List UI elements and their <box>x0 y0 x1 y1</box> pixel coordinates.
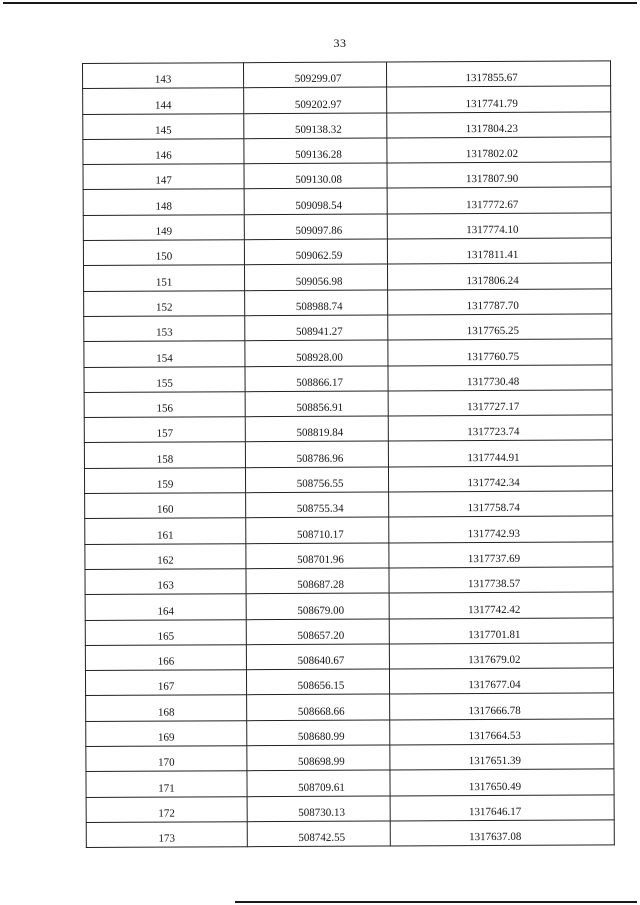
table-row <box>85 567 613 595</box>
scan-border-bottom <box>235 901 637 903</box>
point-number-cell: 171 <box>86 771 247 797</box>
y-coordinate-cell: 1317760.75 <box>388 339 612 365</box>
point-number-cell: 161 <box>85 518 246 544</box>
page-number: 33 <box>333 36 347 50</box>
x-coordinate-cell: 508710.17 <box>246 517 389 543</box>
point-number-cell: 158 <box>84 442 245 468</box>
table-row <box>86 719 614 747</box>
point-number-cell: 156 <box>84 392 245 418</box>
table-row <box>86 744 614 772</box>
point-number-cell: 163 <box>85 569 246 595</box>
point-number-cell: 146 <box>83 139 244 165</box>
table-row <box>84 440 612 468</box>
y-coordinate-cell: 1317744.91 <box>388 440 612 466</box>
x-coordinate-cell: 508928.00 <box>245 340 388 366</box>
point-number-cell: 170 <box>86 746 247 772</box>
x-coordinate-cell: 509097.86 <box>244 214 387 240</box>
x-coordinate-cell: 508656.15 <box>246 669 389 695</box>
point-number-cell: 145 <box>83 113 244 139</box>
y-coordinate-cell: 1317730.48 <box>388 364 612 390</box>
point-number-cell: 154 <box>84 341 245 367</box>
table-row <box>85 668 613 696</box>
y-coordinate-cell: 1317664.53 <box>390 719 614 745</box>
point-number-cell: 152 <box>84 290 245 316</box>
x-coordinate-cell: 508701.96 <box>246 543 389 569</box>
y-coordinate-cell: 1317738.57 <box>389 567 613 593</box>
point-number-cell: 165 <box>85 619 246 645</box>
coordinates-table <box>82 60 615 848</box>
x-coordinate-cell: 508680.99 <box>247 720 390 746</box>
y-coordinate-cell: 1317804.23 <box>387 112 611 138</box>
x-coordinate-cell: 508698.99 <box>247 745 390 771</box>
x-coordinate-cell: 509299.07 <box>244 62 387 88</box>
point-number-cell: 167 <box>85 670 246 696</box>
point-number-cell: 151 <box>83 265 244 291</box>
y-coordinate-cell: 1317666.78 <box>390 693 614 719</box>
x-coordinate-cell: 509136.28 <box>244 138 387 164</box>
table-row <box>84 289 612 317</box>
x-coordinate-cell: 508640.67 <box>246 644 389 670</box>
x-coordinate-cell: 509202.97 <box>244 87 387 113</box>
point-number-cell: 164 <box>85 594 246 620</box>
point-number-cell: 149 <box>83 214 244 240</box>
x-coordinate-cell: 508679.00 <box>246 593 389 619</box>
point-number-cell: 162 <box>85 543 246 569</box>
x-coordinate-cell: 508756.55 <box>245 467 388 493</box>
y-coordinate-cell: 1317741.79 <box>387 86 611 112</box>
x-coordinate-cell: 509098.54 <box>244 188 387 214</box>
y-coordinate-cell: 1317646.17 <box>390 795 614 821</box>
table-row <box>83 187 611 215</box>
table-row <box>85 542 613 570</box>
y-coordinate-cell: 1317723.74 <box>388 415 612 441</box>
table-row <box>84 364 612 392</box>
table-row <box>83 213 611 241</box>
y-coordinate-cell: 1317742.34 <box>388 466 612 492</box>
point-number-cell: 148 <box>83 189 244 215</box>
y-coordinate-cell: 1317765.25 <box>388 314 612 340</box>
point-number-cell: 172 <box>86 796 247 822</box>
y-coordinate-cell: 1317742.93 <box>389 516 613 542</box>
y-coordinate-cell: 1317679.02 <box>389 643 613 669</box>
y-coordinate-cell: 1317651.39 <box>390 744 614 770</box>
y-coordinate-cell: 1317811.41 <box>387 238 611 264</box>
table-row <box>84 466 612 494</box>
table-row <box>86 795 614 823</box>
point-number-cell: 157 <box>84 417 245 443</box>
table-row <box>84 390 612 418</box>
point-number-cell: 147 <box>83 164 244 190</box>
scan-border-top <box>3 2 637 4</box>
y-coordinate-cell: 1317727.17 <box>388 390 612 416</box>
point-number-cell: 143 <box>83 63 244 89</box>
x-coordinate-cell: 509138.32 <box>244 113 387 139</box>
x-coordinate-cell: 508657.20 <box>246 619 389 645</box>
y-coordinate-cell: 1317758.74 <box>389 491 613 517</box>
x-coordinate-cell: 508786.96 <box>245 441 388 467</box>
x-coordinate-cell: 508819.84 <box>245 416 388 442</box>
table-row <box>83 112 611 140</box>
x-coordinate-cell: 509062.59 <box>244 239 387 265</box>
x-coordinate-cell: 508856.91 <box>245 391 388 417</box>
x-coordinate-cell: 509130.08 <box>244 163 387 189</box>
point-number-cell: 173 <box>86 822 247 848</box>
x-coordinate-cell: 508709.61 <box>247 770 390 796</box>
table-row <box>84 314 612 342</box>
point-number-cell: 160 <box>85 493 246 519</box>
table-row <box>83 137 611 165</box>
y-coordinate-cell: 1317774.10 <box>387 213 611 239</box>
y-coordinate-cell: 1317787.70 <box>388 289 612 315</box>
point-number-cell: 155 <box>84 366 245 392</box>
y-coordinate-cell: 1317855.67 <box>386 61 610 87</box>
y-coordinate-cell: 1317637.08 <box>390 820 614 846</box>
table-row <box>85 592 613 620</box>
point-number-cell: 150 <box>83 240 244 266</box>
y-coordinate-cell: 1317701.81 <box>389 617 613 643</box>
table-row <box>83 86 611 114</box>
table-row <box>86 693 614 721</box>
table-row <box>83 263 611 291</box>
x-coordinate-cell: 508687.28 <box>246 568 389 594</box>
x-coordinate-cell: 509056.98 <box>244 264 387 290</box>
y-coordinate-cell: 1317650.49 <box>390 769 614 795</box>
y-coordinate-cell: 1317677.04 <box>389 668 613 694</box>
point-number-cell: 168 <box>86 695 247 721</box>
x-coordinate-cell: 508755.34 <box>246 492 389 518</box>
table-row <box>86 820 614 848</box>
y-coordinate-cell: 1317772.67 <box>387 187 611 213</box>
y-coordinate-cell: 1317807.90 <box>387 162 611 188</box>
point-number-cell: 153 <box>84 316 245 342</box>
y-coordinate-cell: 1317742.42 <box>389 592 613 618</box>
y-coordinate-cell: 1317802.02 <box>387 137 611 163</box>
y-coordinate-cell: 1317806.24 <box>387 263 611 289</box>
point-number-cell: 166 <box>85 645 246 671</box>
table-row <box>85 617 613 645</box>
point-number-cell: 159 <box>84 467 245 493</box>
point-number-cell: 144 <box>83 88 244 114</box>
table-row <box>83 61 611 89</box>
table-row <box>86 769 614 797</box>
y-coordinate-cell: 1317737.69 <box>389 542 613 568</box>
coordinates-table-body <box>83 61 615 848</box>
table-row <box>84 415 612 443</box>
table-row <box>85 516 613 544</box>
table-row <box>83 238 611 266</box>
table-row <box>83 162 611 190</box>
table-row <box>85 643 613 671</box>
table-row <box>84 339 612 367</box>
x-coordinate-cell: 508742.55 <box>247 821 390 847</box>
x-coordinate-cell: 508730.13 <box>247 796 390 822</box>
x-coordinate-cell: 508941.27 <box>245 315 388 341</box>
point-number-cell: 169 <box>86 720 247 746</box>
x-coordinate-cell: 508866.17 <box>245 366 388 392</box>
x-coordinate-cell: 508668.66 <box>247 694 390 720</box>
x-coordinate-cell: 508988.74 <box>245 290 388 316</box>
table-row <box>85 491 613 519</box>
